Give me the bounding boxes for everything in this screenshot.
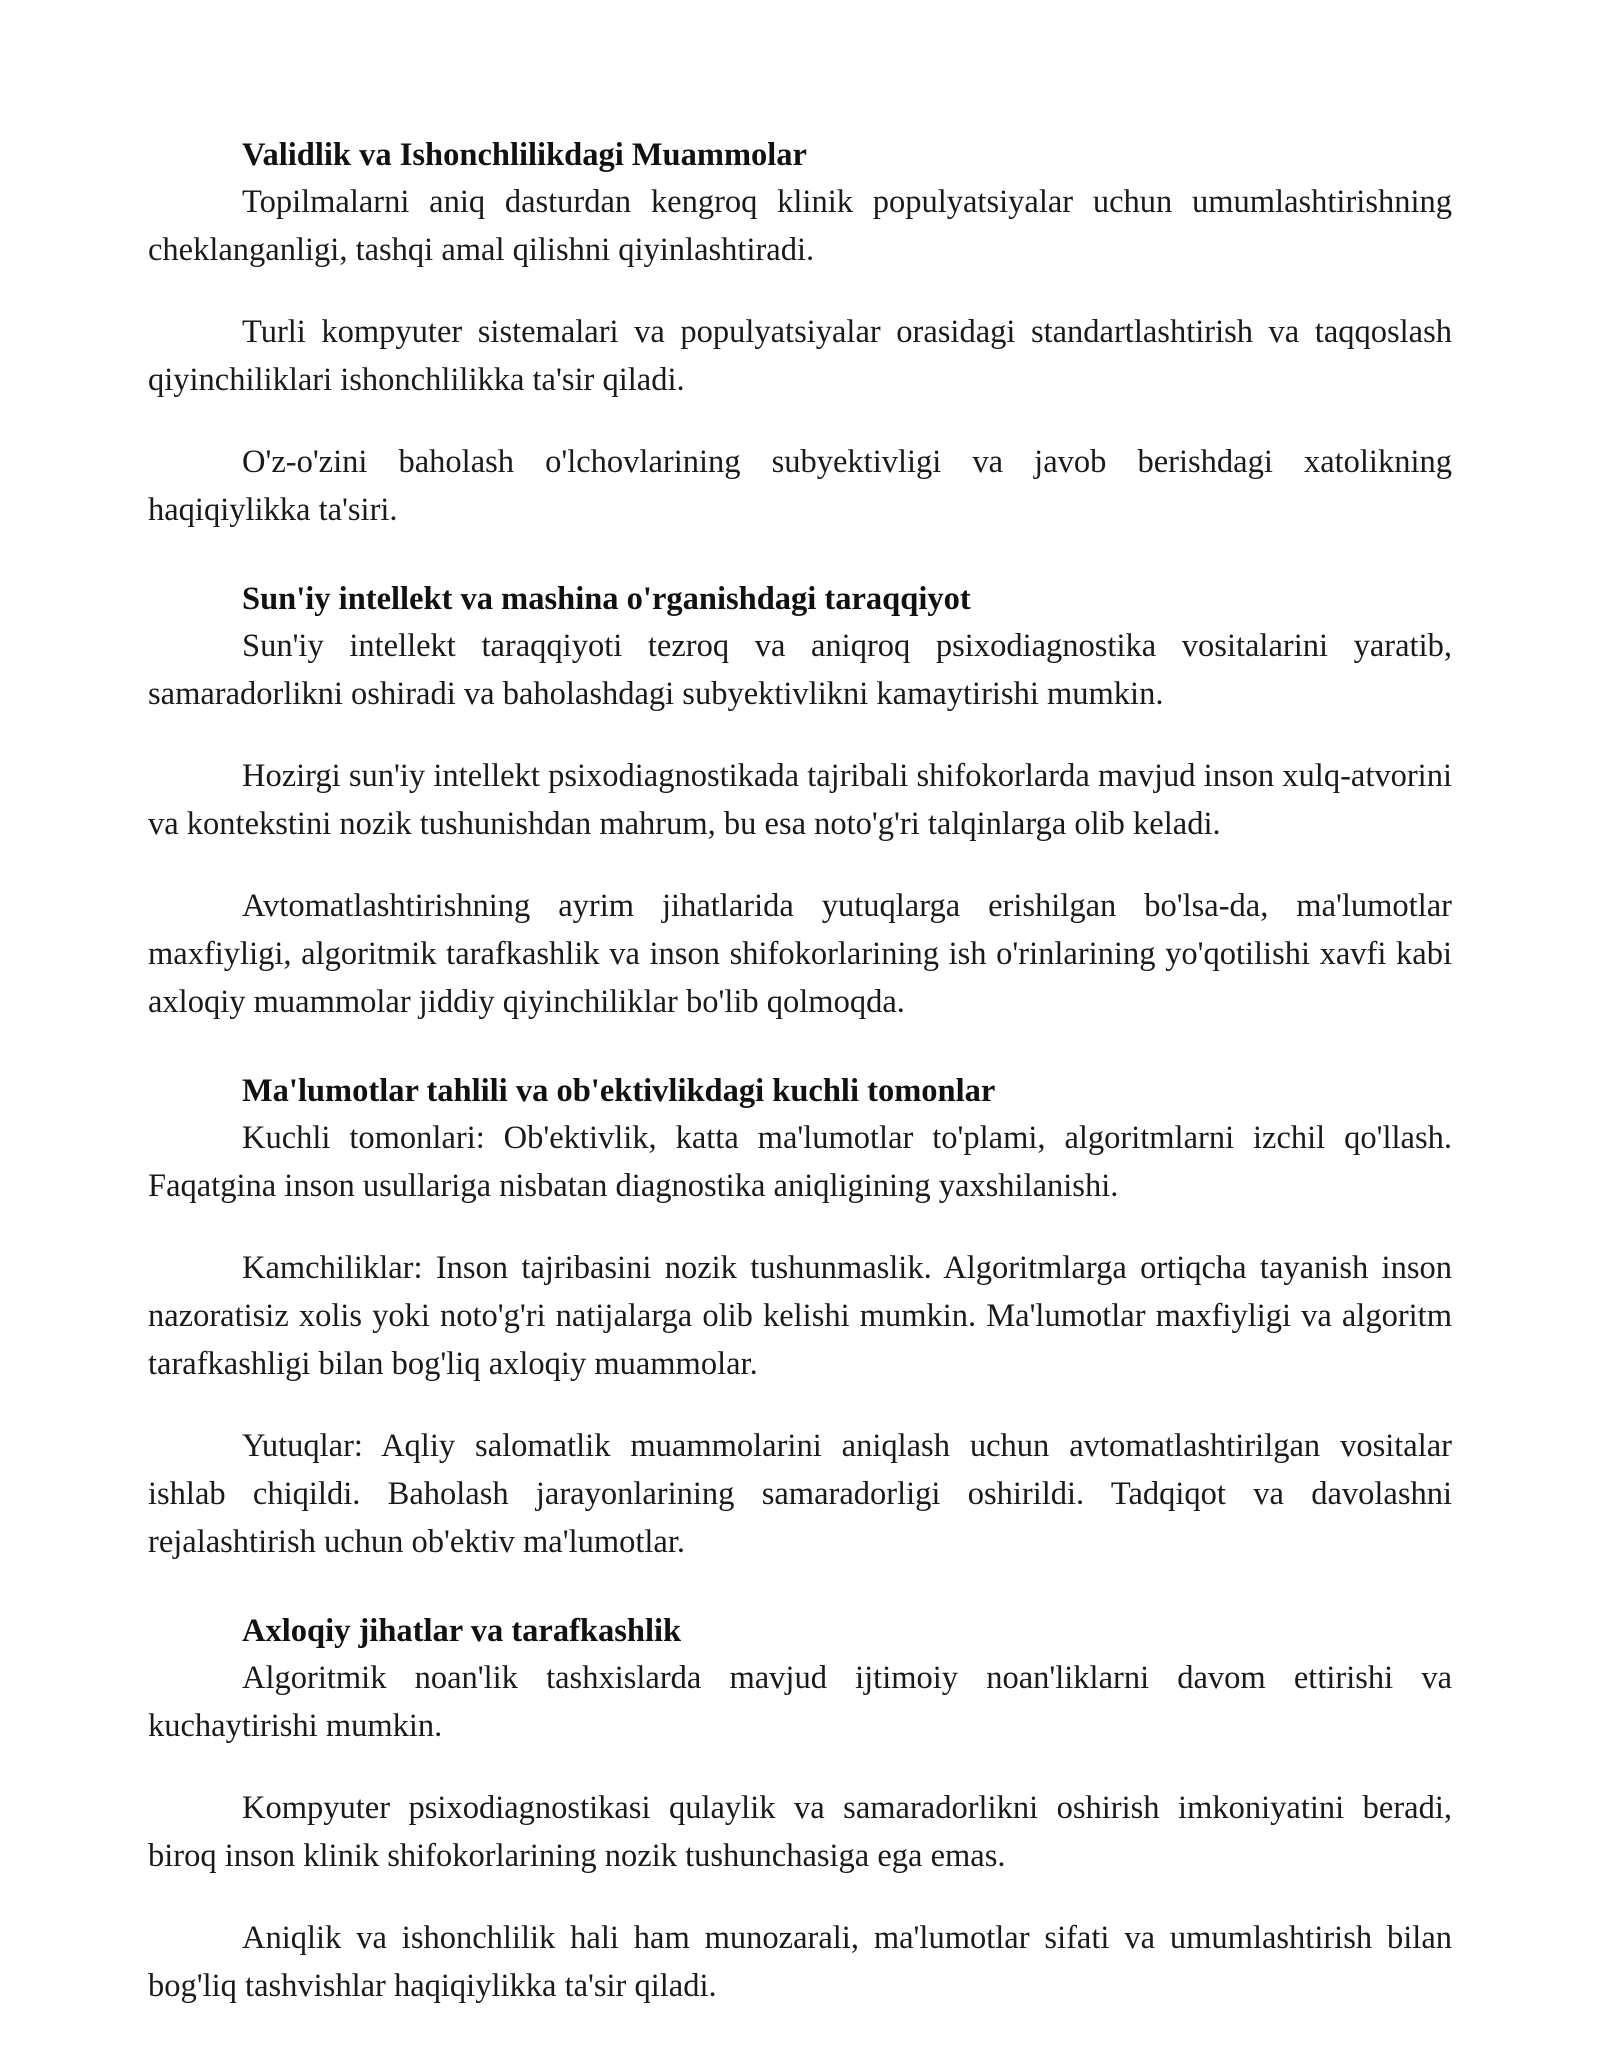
paragraph: O'z-o'zini baholash o'lchovlarining subyektivligi va javob berishdagi xatolikning haqiqiylikka ta'siri. — [148, 444, 1452, 528]
section-heading: Axloqiy jihatlar va tarafkashlik — [242, 1613, 682, 1649]
section-heading: Validlik va Ishonchlilikdagi Muammolar — [242, 137, 807, 173]
paragraph: Algoritmik noan'lik tashxislarda mavjud ijtimoiy noan'liklarni davom ettirishi va kuchaytirishi mumkin. — [148, 1660, 1452, 1744]
paragraph: Kamchiliklar: Inson tajribasini nozik tushunmaslik. Algoritmlarga ortiqcha tayanish inson nazoratisiz xolis yoki noto'g'ri natijalarga olib kelishi mumkin. Ma'lumotlar maxfiyligi va algoritm tarafkashligi bilan bog'liq axloqiy muammolar. — [148, 1250, 1452, 1382]
section-validity-reliability — [148, 132, 1452, 534]
paragraph: Avtomatlashtirishning ayrim jihatlarida yutuqlarga erishilgan bo'lsa-da, ma'lumotlar maxfiyligi, algoritmik tarafkashlik va inson shifokorlarining ish o'rinlarining yo'qotilishi xavfi kabi axloqiy muammolar jiddiy qiyinchiliklar bo'lib qolmoqda. — [148, 888, 1452, 1020]
paragraph: Topilmalarni aniq dasturdan kengroq klinik populyatsiyalar uchun umumlashtirishning cheklanganligi, tashqi amal qilishni qiyinlashtiradi. — [148, 184, 1452, 268]
paragraph: Hozirgi sun'iy intellekt psixodiagnostikada tajribali shifokorlarda mavjud inson xulq-atvorini va kontekstini nozik tushunishdan mahrum, bu esa noto'g'ri talqinlarga olib keladi. — [148, 758, 1452, 842]
paragraph: Turli kompyuter sistemalari va populyatsiyalar orasidagi standartlashtirish va taqqoslash qiyinchiliklari ishonchlilikka ta'sir qiladi. — [148, 314, 1452, 398]
section-data-analysis-strengths — [148, 1068, 1452, 1566]
document-page — [148, 132, 1452, 2010]
section-heading: Ma'lumotlar tahlili va ob'ektivlikdagi kuchli tomonlar — [242, 1073, 996, 1109]
section-heading: Sun'iy intellekt va mashina o'rganishdagi taraqqiyot — [242, 581, 971, 617]
paragraph: Kuchli tomonlari: Ob'ektivlik, katta ma'lumotlar to'plami, algoritmlarni izchil qo'llash. Faqatgina inson usullariga nisbatan diagnostika aniqligining yaxshilanishi. — [148, 1120, 1452, 1204]
section-ethics-bias — [148, 1608, 1452, 2010]
paragraph: Sun'iy intellekt taraqqiyoti tezroq va aniqroq psixodiagnostika vositalarini yaratib, samaradorlikni oshiradi va baholashdagi subyektivlikni kamaytirishi mumkin. — [148, 628, 1452, 712]
section-ai-ml-progress — [148, 576, 1452, 1026]
paragraph: Aniqlik va ishonchlilik hali ham munozarali, ma'lumotlar sifati va umumlashtirish bilan bog'liq tashvishlar haqiqiylikka ta'sir qiladi. — [148, 1920, 1452, 2004]
paragraph: Kompyuter psixodiagnostikasi qulaylik va samaradorlikni oshirish imkoniyatini beradi, biroq inson klinik shifokorlarining nozik tushunchasiga ega emas. — [148, 1790, 1452, 1874]
paragraph: Yutuqlar: Aqliy salomatlik muammolarini aniqlash uchun avtomatlashtirilgan vositalar ishlab chiqildi. Baholash jarayonlarining samaradorligi oshirildi. Tadqiqot va davolashni rejalashtirish uchun ob'ektiv ma'lumotlar. — [148, 1428, 1452, 1560]
